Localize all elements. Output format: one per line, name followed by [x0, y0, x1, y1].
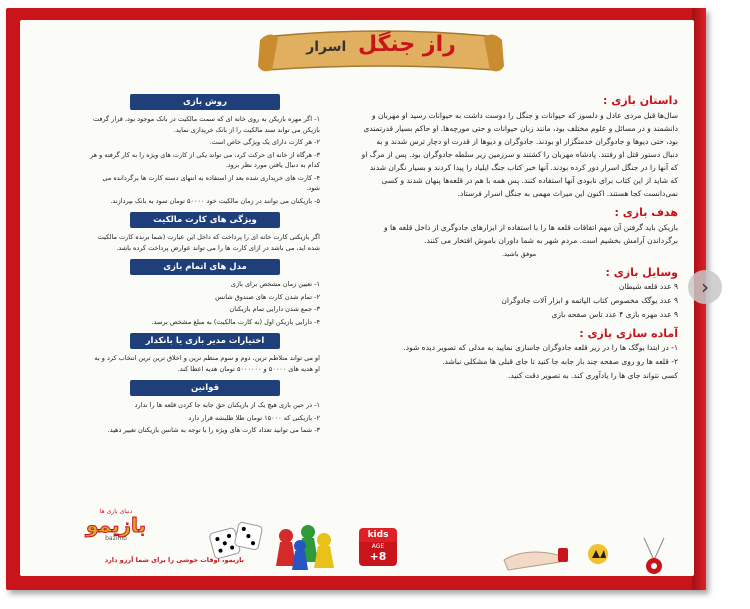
dice-icon: [208, 518, 264, 562]
slogan: بازیمو، اوقات خوشی را برای شما آرزو دارد: [104, 556, 244, 564]
rule-line: ۴- کارت های خریداری شده بعد از استفاده به انتهای دسته کارت ها برگردانده می شود.: [102, 173, 320, 192]
wolf-icon: [588, 544, 608, 564]
section-heading: هدف بازی :: [614, 206, 678, 219]
rules-column: [90, 88, 320, 438]
logo-top: دنیای بازی ها: [99, 508, 133, 515]
kids-label: kids: [359, 528, 397, 542]
equipment-line: ۹ عدد یوگک مخصوص کتاب الیاتمه و ابزار آلات جادوگران: [501, 295, 678, 305]
rule-line: ۱- در حین بازی هیچ یک از بازیکنان حق جابه جا کردن قلعه ها را ندارد: [134, 401, 320, 409]
equipment-line: ۹ عدد قلعه شیطان: [618, 281, 678, 291]
rule-line: ۴- دارایی بازیکن اول (به کارت مالکیت) به مبلغ مشخص برسد.: [151, 317, 320, 326]
title-main: راز جنگل: [358, 32, 456, 57]
rule-line: ۲- بازیکنی که ۱۵۰۰۰ تومان طلا طلبشه قرار دارد: [188, 413, 320, 422]
goal-extra: موفق باشید.: [501, 250, 537, 258]
pawns-icon: [272, 522, 346, 572]
story-text: سال‌ها قبل مردی عادل و دلسوز که حیوانات و جنگل را دوست داشت به حیوانات رسید او مهربان و دانشمند و در مسائل و علوم مختلف بود، مانند زبان حیوانات و حتی مورچه‌ها. او حاکم بسیار قدرتمندی بود، حتی دیوها و جادوگران خدمتگزار او بودند. جادوگران و دیوها از قدرت او دچار ترس شدند و به دنبال دستور قتل او رفتند. پادشاه مهربان را کشتند و سرزمین زیر سلطه جادوگران بود. پس از مرگ او که آنها را در جنگل اسرار دور کرده بودند. آنها خبر کتاب جنگ ایلیاد را پیدا کردند و بسیار نگران شدند که شاید از این کتاب برای نابودی آنها استفاده کنند. پس همه با هم در قلعه‌ها پنهان شدند و کسی نمی‌دانست کجا هستند. اکنون این میراث مهمی به جنگل اسرار فرستاد.: [361, 111, 678, 198]
section-heading: قوانین: [130, 380, 280, 396]
title-sub: اسرار: [306, 39, 347, 55]
section-heading: آماده سازی بازی :: [579, 326, 678, 340]
rule-line: ۵- بازیکنان می توانند در زمان مالکیت خود ۵۰۰۰۰ تومان سود به بانک بپردازند.: [110, 196, 320, 205]
rule-line: اگر بازیکنی کارت خانه ای را پرداخت که داخل این عبارت (شما برنده کارت مالکیت شده اید، می باشد در ازای کارت ها را می تواند عوارض پرداخت کرده باشد.: [97, 233, 320, 252]
setup-line: کسی نتواند جای ها را یادآوری کند. به تصویر دقت کنید.: [508, 370, 678, 380]
goal-text: بازیکن باید گرفتن آن مهم اتفاقات قلعه ها را با استفاده از ابزارهای جادوگری از داخل قلعه ها و برگرداندن آرامش بخشیم است. مردم شهر به شما داوران باموش افتخار می کنند.: [383, 223, 678, 245]
logo-main: بازیمو: [86, 513, 146, 537]
hand-icon: [504, 548, 568, 570]
pendant-icon: [644, 538, 664, 574]
age-badge: [359, 528, 397, 574]
chevron-right-icon[interactable]: ›: [688, 270, 722, 304]
section-heading: اختیارات مدیر بازی یا بانکدار: [130, 333, 280, 349]
rule-line: ۳- هرگاه از خانه ای حرکت کرد، می تواند یکی از کارت های ویژه را به کار گرفته و هر کدام به دنبال یافتن مورد نظر برود.: [90, 150, 320, 169]
game-box: [6, 8, 706, 590]
setup-line: ۱- در ابتدا یوگک ها را در زیر قلعه جادوگران جاسازی نمایید به مدلی که تصویر دیده شود.: [403, 342, 678, 352]
section-heading: ویژگی های کارت مالکیت: [130, 212, 280, 228]
rule-line: ۱- اگر مهره بازیکن به روی خانه ای که سمت مالکیت در بانک موجود بود، قرار گرفت بازیکن می تواند سند مالکیت را از بانک خریداری نماید.: [92, 115, 320, 134]
section-heading: وسایل بازی :: [605, 265, 678, 279]
story-column: [360, 88, 678, 384]
logo-sub: bazimo: [105, 535, 127, 542]
rule-line: ۳- شما می توانید تعداد کارت های ویژه را با توجه به شانس بازیکنان تغییر دهید.: [107, 426, 320, 434]
rule-line: ۲- تمام شدن کارت های صندوق شانس: [215, 292, 320, 301]
brand-logo: [74, 508, 158, 542]
setup-line: ۲- قلعه ها رو روی صفحه چند بار جابه جا کنید تا جای قبلی ها مشکلی نباشد.: [442, 356, 678, 366]
equipment-line: ۹ عدد مهره بازی ۴ عدد تاس صفحه بازی: [551, 309, 678, 319]
box-back-panel: [20, 20, 694, 576]
rule-line: ۱- تعیین زمان مشخص برای بازی: [230, 280, 320, 288]
illustration-icons: [494, 530, 684, 584]
rule-line: ۲- هر کارت دارای یک ویژگی خاص است.: [209, 138, 320, 146]
section-heading: روش بازی: [130, 94, 280, 110]
section-heading: مدل های اتمام بازی: [130, 259, 280, 275]
age-value: +8: [369, 550, 387, 563]
rule-line: ۳- جمع شدن دارایی تمام بازیکنان: [229, 305, 320, 313]
rule-line: او می تواند متلاطم ترین، دوم و سوم منظم ترین و اخلاق ترین ترین انتخاب کرد و به او هدیه های ۵۰۰۰۰ و ۵۰۰۰۰۰۰ تومان هدیه اعطا کند.: [94, 354, 320, 373]
age-label: AGE: [371, 543, 385, 550]
section-heading: داستان بازی :: [603, 94, 678, 107]
game-title: [256, 32, 506, 57]
